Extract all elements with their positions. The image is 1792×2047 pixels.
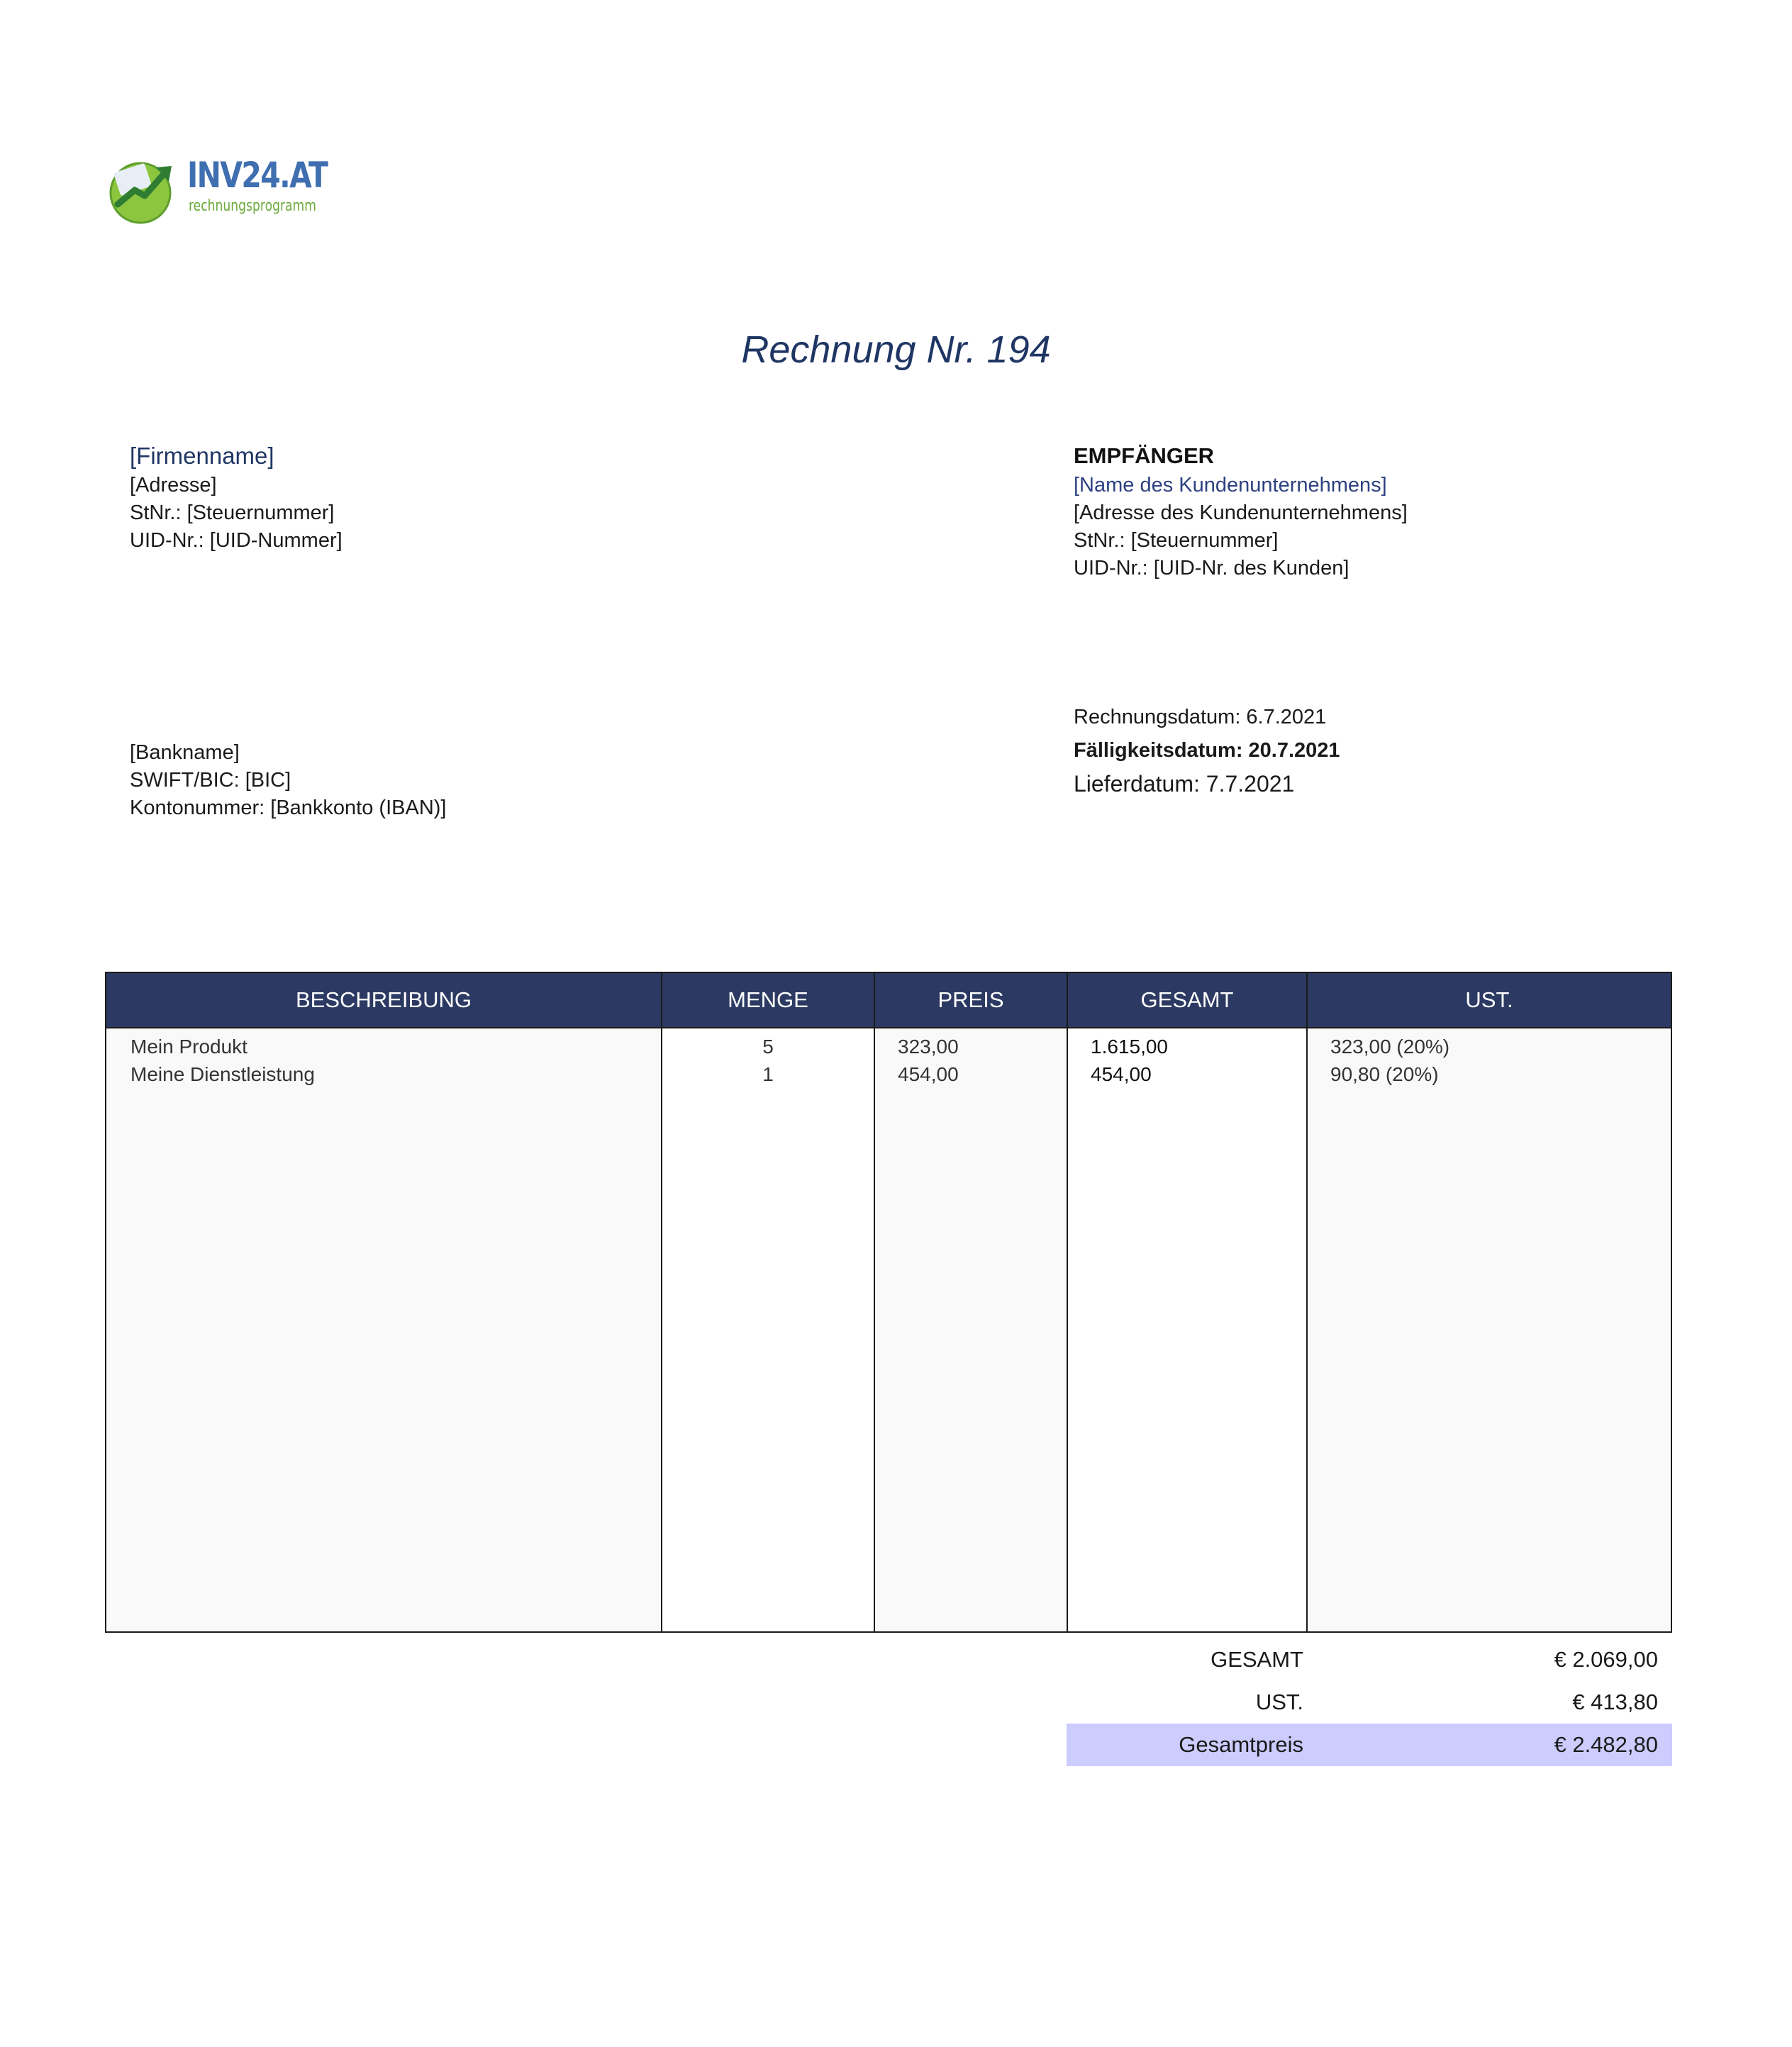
row-2-vat: 90,80 (20%) [1330, 1063, 1439, 1085]
header-price: PREIS [875, 973, 1068, 1027]
row-2-description: Meine Dienstleistung [130, 1063, 315, 1085]
invoice-title: Rechnung Nr. 194 [741, 328, 1051, 371]
sender-company: [Firmenname] [130, 443, 274, 469]
vat-total-label: UST. [1255, 1690, 1303, 1714]
subtotal-value: € 2.069,00 [1554, 1647, 1658, 1672]
grand-total-label: Gesamtpreis [1179, 1732, 1303, 1757]
subtotal-row [1067, 1638, 1672, 1681]
recipient-company: [Name des Kundenunternehmens] [1074, 474, 1387, 497]
row-1-price: 323,00 [898, 1036, 959, 1058]
column-description [106, 1028, 662, 1631]
grand-total-value: € 2.482,80 [1554, 1732, 1658, 1757]
logo-brand-text: INV24.AT [187, 155, 328, 196]
vat-total-value: € 413,80 [1572, 1690, 1658, 1714]
subtotal-label: GESAMT [1211, 1647, 1303, 1672]
recipient-vat-id: UID-Nr.: [UID-Nr. des Kunden] [1074, 557, 1349, 579]
header-vat: UST. [1465, 987, 1513, 1012]
totals-summary [1067, 1638, 1672, 1766]
bank-account: Kontonummer: [Bankkonto (IBAN)] [130, 797, 447, 819]
row-2-total: 454,00 [1091, 1063, 1152, 1085]
column-quantity [662, 1028, 875, 1631]
logo-tagline: rechnungsprogramm [189, 197, 316, 215]
sender-vat-id: UID-Nr.: [UID-Nummer] [130, 529, 343, 552]
recipient-heading: EMPFÄNGER [1074, 443, 1215, 468]
row-2-quantity: 1 [762, 1063, 774, 1085]
table-body [106, 1027, 1671, 1631]
column-price [875, 1028, 1068, 1631]
due-date: Fälligkeitsdatum: 20.7.2021 [1074, 739, 1340, 762]
logo-chart-icon [105, 155, 179, 226]
items-table [105, 972, 1672, 1633]
bank-swift: SWIFT/BIC: [BIC] [130, 769, 291, 792]
row-1-vat: 323,00 (20%) [1330, 1036, 1450, 1058]
grand-total-row [1067, 1724, 1672, 1766]
sender-block [130, 440, 343, 555]
company-logo [105, 150, 339, 228]
sender-tax-number: StNr.: [Steuernummer] [130, 501, 335, 524]
column-total [1068, 1028, 1308, 1631]
row-1-description: Mein Produkt [130, 1036, 247, 1058]
delivery-date: Lieferdatum: 7.7.2021 [1074, 771, 1295, 797]
recipient-tax-number: StNr.: [Steuernummer] [1074, 529, 1279, 552]
vat-total-row [1067, 1681, 1672, 1724]
header-quantity: MENGE [662, 973, 875, 1027]
recipient-block [1074, 440, 1408, 582]
recipient-address: [Adresse des Kundenunternehmens] [1074, 501, 1408, 524]
bank-block [130, 739, 446, 822]
table-header [106, 973, 1671, 1027]
column-vat [1308, 1028, 1671, 1631]
dates-block [1074, 704, 1340, 804]
row-1-total: 1.615,00 [1091, 1036, 1168, 1058]
invoice-date: Rechnungsdatum: 6.7.2021 [1074, 706, 1327, 728]
bank-name: [Bankname] [130, 741, 240, 764]
row-2-price: 454,00 [898, 1063, 959, 1085]
sender-address: [Adresse] [130, 474, 217, 497]
header-total: GESAMT [1068, 973, 1308, 1027]
header-description: BESCHREIBUNG [106, 973, 662, 1027]
row-1-quantity: 5 [762, 1036, 774, 1058]
